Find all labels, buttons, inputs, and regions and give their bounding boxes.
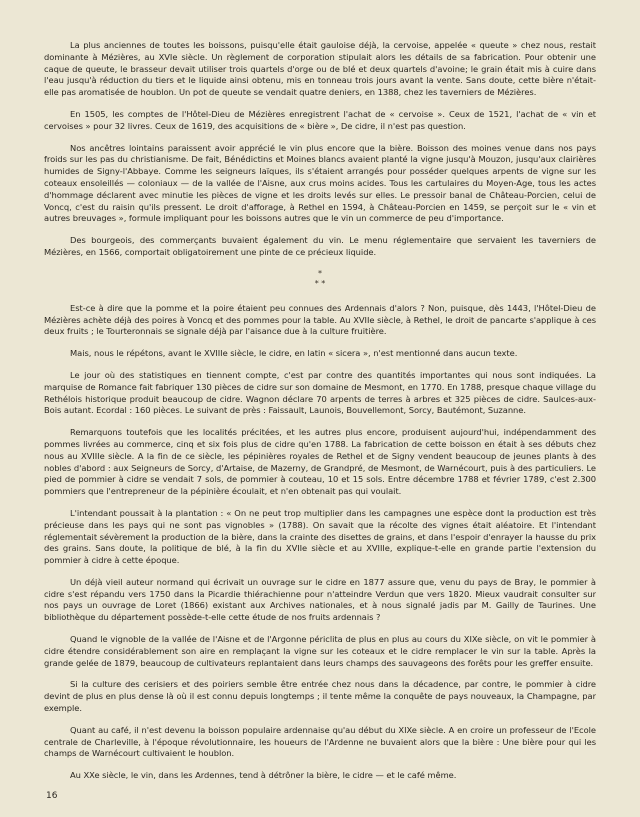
paragraph-vineyard-decline: Quand le vignoble de la vallée de l'Aisne et de l'Argonne périclita de plus en plus au cours du XIXe siècle, on vit le pommier à cidre étendre considérablement son aire en remplaçant la vigne sur les coteaux et le cidre remplacer le vin sur la table. Après la grande gelée de 1879, beaucoup de cultivateurs replantaient dans leurs champs des sauvageons des forêts pour les greffer ensuite. <box>44 634 596 668</box>
paragraph-hotel-dieu-accounts: En 1505, les comptes de l'Hôtel-Dieu de Mézières enregistrent l'achat de « cervoise ». Ceux de 1521, l'achat de « vin et cervoises » pour 32 livres. Ceux de 1619, des acquisitions de « bière », De cidre, il n'est pas question. <box>44 108 596 131</box>
paragraph-cervoise: La plus anciennes de toutes les boissons, puisqu'elle était gauloise déjà, la cervoise, appelée « queute » chez nous, restait dominante à Mézières, au XVIe siècle. Un règlement de corporation stipulait alors les détails de sa fabrication. Pour obtenir une caque de queute, le brasseur devait utiliser trois quartels d'orge ou de blé et deux quartels d'avoine; le grain était mis à cuire dans l'eau jusqu'à réduction du tiers et le liquide ainsi obtenu, mis en tonneau trois jours avant la vente. Sans doute, cette bière n'était-elle pas aromatisée de houblon. Un pot de queute se vendait quatre deniers, en 1388, chez les taverniers de Mézières. <box>44 40 596 98</box>
paragraph-sicera: Mais, nous le répétons, avant le XVIIIe siècle, le cidre, en latin « sicera », n'est mentionné dans aucun texte. <box>70 348 518 359</box>
paragraph-wine-ancestors: Nos ancêtres lointains paraissent avoir apprécié le vin plus encore que la bière. Boisson des moines venue dans nos pays froids sur les pas du christianisme. De fait, Bénédictins et Moines blancs avaient planté la vigne jusqu'à Mouzon, jusqu'aux clairières humides de Signy-l'Abbaye. Comme les seigneurs laïques, ils s'étaient arrangés pour posséder quelques arpents de vigne sur les coteaux ensoleillés — coloniaux — de la vallée de l'Aisne, aux crus moins acides. Tous les cartulaires du Moyen-Age, tous les actes d'hommage déclarent avec minutie les pièces de vigne et les droits levés sur elles. Le pressoir banal de Château-Porcien, celui de Voncq, c'est du raisin qu'ils pressent. Le droit d'afforage, à Rethel en 1594, à Château-Porcien en 1459, se perçoit sur le « vin et autres breuvages », formule impliquant pour les boissons autres que le vin un commerce de peu d'importance. <box>44 142 596 224</box>
paragraph-norman-author: Un déjà vieil auteur normand qui écrivait un ouvrage sur le cidre en 1877 assure que, venu du pays de Bray, le pommier à cidre s'est répandu vers 1750 dans la Picardie thiérachienne pour n'atteindre Verdun que vers 1820. Mieux vaudrait consulter sur nos pays un ouvrage de Loret (1866) existant aux Archives nationales, et à nous signalé jadis par M. Gailly de Taurines. Une bibliothèque du département possède-t-elle cette étude de nos fruits ardennais ? <box>44 576 596 623</box>
asterism-separator <box>44 269 596 289</box>
paragraph-twentieth-century: Au XXe siècle, le vin, dans les Ardennes, tend à détrôner la bière, le cidre — et le café même. <box>70 770 457 780</box>
page-number: 16 <box>46 791 58 801</box>
separator-text: * * * <box>314 268 326 288</box>
paragraph-apples-pears: Est-ce à dire que la pomme et la poire étaient peu connues des Ardennais d'alors ? Non, puisque, dès 1443, l'Hôtel-Dieu de Mézières achète déjà des poires à Voncq et des pommes pour la table. Au XVIIe siècle, à Rethel, le droit de pancarte s'applique à ces deux fruits ; le Tourteronnais se signale déjà par l'aisance due à la culture fruitière. <box>44 302 596 337</box>
paragraph-statistics: Le jour où des statistiques en tiennent compte, c'est par contre des quantités importantes qui nous sont indiquées. La marquise de Romance fait fabriquer 130 pièces de cidre sur son domaine de Mesmont, en 1770. En 1788, presque chaque village du Rethélois historique produit beaucoup de cidre. Wagnon déclare 70 arpents de terres à arbres et 325 pièces de cidre. Saulces-aux-Bois autant. Ecordal : 160 pièces. Le suivant de près : Faissault, Launois, Bouvellemont, Sorcy, Bautémont, Suzanne. <box>44 369 596 416</box>
paragraph-bourgeois-wine: Des bourgeois, des commerçants buvaient également du vin. Le menu réglementaire que servaient les taverniers de Mézières, en 1566, comportait obligatoirement une pinte de ce précieux liquide. <box>44 235 596 257</box>
paragraph-nurseries: Remarquons toutefois que les localités précitées, et les autres plus encore, produisent aujourd'hui, indépendamment des pommes livrées au commerce, cinq et six fois plus de cidre qu'en 1788. La fabrication de cette boisson en était à ses débuts chez nous au XVIIIe siècle. A la fin de ce siècle, les pépinières royales de Rethel et de Signy vendent beaucoup de jeunes plants à des nobles d'abord : aux Seigneurs de Sorcy, d'Artaise, de Mazerny, de Grandpré, de Mesmont, de Warnécourt, puis à des particuliers. Le pied de pommier à cidre se vendait 7 sols, de pommier à couteau, 10 et 15 sols. Entre décembre 1788 et février 1789, c'est 2.300 pommiers que l'entrepreneur de la pépinière écoulait, et n'en obtenait pas qui voulait. <box>44 427 596 497</box>
paragraph-cherry-pear-decline: Si la culture des cerisiers et des poiriers semble être entrée chez nous dans la décadence, par contre, le pommier à cidre devint de plus en plus dense là où il est connu depuis longtemps ; il tente même la conquête de pays nouveaux, la Champagne, par exemple. <box>44 679 596 714</box>
paragraph-intendant: L'intendant poussait à la plantation : « On ne peut trop multiplier dans les campagnes une espèce dont la production est très précieuse dans les pays qui ne sont pas vignobles » (1788). On savait que la récolte des vignes était aléatoire. Et l'intendant réglementait sévèrement la production de la bière, dans la crainte des disettes de grains, et dans l'espoir d'enrayer la hausse du prix des grains. Sans doute, la politique de blé, à la fin du XVIIe siècle et au XVIIIe, explique-t-elle en grande partie l'extension du pommier à cidre à cette époque. <box>44 507 596 566</box>
paragraph-coffee: Quant au café, il n'est devenu la boisson populaire ardennaise qu'au début du XIXe siècle. A en croire un professeur de l'Ecole centrale de Charleville, à l'époque révolutionnaire, les houeurs de l'Ardenne ne buvaient alors que la bière : Une bière pour qui les champs de Warnécourt cultivaient le houblon. <box>44 724 596 759</box>
document-page <box>44 40 596 780</box>
